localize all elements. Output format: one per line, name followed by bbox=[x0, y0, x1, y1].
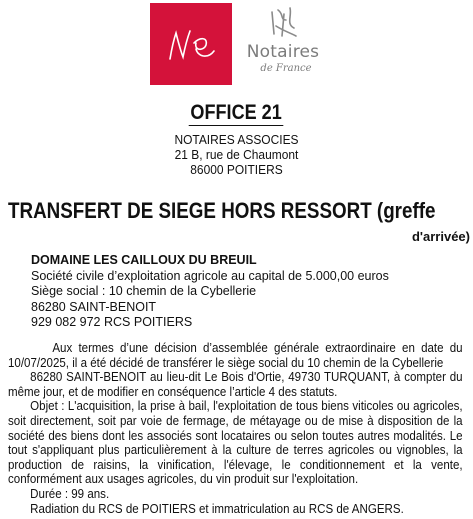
company-form: Société civile d’exploitation agricole au capital de 5.000,00 euros bbox=[31, 268, 389, 283]
office-address bbox=[0, 132, 473, 177]
office-header bbox=[0, 100, 473, 126]
de-france-wordmark: de France bbox=[260, 63, 312, 74]
registration-paragraph: Radiation du RCS de POITIERS et immatriculation au RCS de ANGERS. bbox=[30, 501, 404, 516]
purpose-paragraph: Objet : L'acquisition, la prise à bail, l'exploitation de tous biens viticoles ou agricoles, soit directement, soit par voie de fermage, de métayage ou de mise à disposition de la société des biens dont les associés sont locataires ou selon toutes autres modalités. Le tout s'appliquant plus particulièrement à la culture de terres agricoles ou vignobles, la production de raisins, la vinification, l'élevage, le conditionnement et la vente, conformément aux usages agricoles, du vin produit sur l'exploitation. bbox=[8, 399, 463, 487]
company-block bbox=[31, 253, 389, 331]
company-city: 86280 SAINT-BENOIT bbox=[31, 299, 157, 314]
monogram-logo bbox=[150, 3, 232, 85]
notice-title: TRANSFERT DE SIEGE HORS RESSORT (greffe bbox=[8, 198, 436, 223]
monogram-ne-icon bbox=[150, 3, 232, 85]
notaires-wordmark: Notaires bbox=[246, 42, 320, 62]
office-subtitle: NOTAIRES ASSOCIES bbox=[174, 132, 299, 147]
notice-title-continuation: d'arrivée) bbox=[411, 229, 470, 244]
company-rcs: 929 082 972 RCS POITIERS bbox=[31, 315, 193, 330]
transfer-paragraph: 86280 SAINT-BENOIT au lieu-dit Le Bois d'Ortie, 49730 TURQUANT, à compter du même jour, et de modifier en conséquence l’article 4 des statuts. bbox=[8, 370, 463, 399]
decision-paragraph: Aux termes d’une décision d’assemblée générale extraordinaire en date du 10/07/2025, il a été décidé de transférer le siège social du 10 chemin de la Cybellerie bbox=[8, 341, 463, 370]
duration-paragraph: Durée : 99 ans. bbox=[30, 486, 110, 501]
company-seat: Siège social : 10 chemin de la Cybellerie bbox=[31, 284, 257, 299]
notaires-de-france-logo bbox=[238, 6, 328, 84]
office-name: OFFICE 21 bbox=[190, 101, 283, 124]
office-street: 21 B, rue de Chaumont bbox=[174, 147, 299, 162]
notaires-emblem-icon bbox=[266, 6, 300, 42]
notice-body bbox=[8, 341, 463, 516]
company-name: DOMAINE LES CAILLOUX DU BREUIL bbox=[31, 253, 257, 267]
office-city: 86000 POITIERS bbox=[190, 162, 283, 177]
